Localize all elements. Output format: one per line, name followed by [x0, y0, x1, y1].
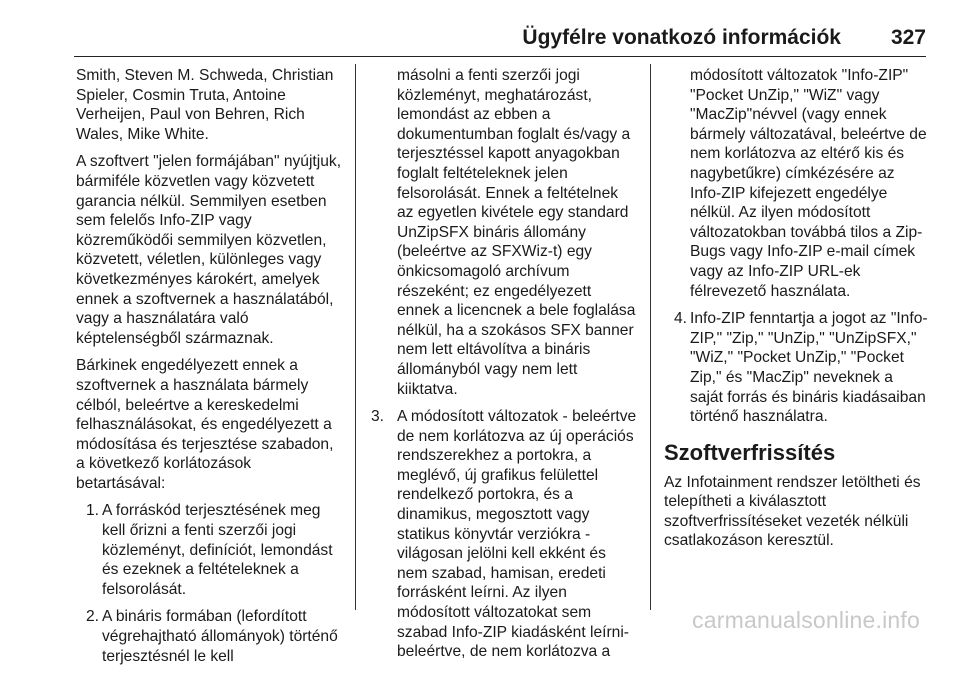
paragraph: A szoftvert "jelen formájában" nyújtjuk, bármiféle közvetlen vagy közvetett garancia nélkül. Semmilyen esetben sem felelős Info-ZIP vagy közreműködői semmilyen közvetlen, közvetett, véletlen, különleges vagy következményes károkért, amelyek ennek a szoftvernek a használatából, vagy a használatára való képtelenségből származnak.	[76, 153, 342, 347]
page-title: Ügyfélre vonatkozó információk	[522, 26, 841, 49]
watermark: carmanualsonline.info	[692, 607, 920, 633]
list-item-text: A módosított változatok - beleértve de nem korlátozva az új operációs rendszerekhez a portokra, a meglévő, új grafikus felülettel rendelkező portokra, és a dinamikus, megosztott vagy statikus könyvtár verziókra - világosan jelölni kell ekként és nem szabad, hamisan, eredeti forrásként leírni. Az ilyen módosított változatokat sem szabad Info-ZIP kiadásként leírni- beleértve, de nem korlátozva a	[397, 408, 637, 661]
paragraph: Az Infotainment rendszer letöltheti és telepítheti a kiválasztott szoftverfrissítéseket vezeték nélküli csatlakozáson keresztül.	[664, 473, 921, 550]
column-divider	[650, 64, 651, 610]
column-middle	[371, 66, 637, 670]
page-number: 327	[890, 26, 926, 49]
paragraph: Bárkinek engedélyezett ennek a szoftvernek a használata bármely célból, beleértve a kereskedelmi felhasználásokat, és engedélyezett a módosítása és terjesztése szabadon, a következő korlátozások betartásával:	[76, 357, 334, 492]
column-divider	[355, 64, 356, 610]
list-item	[664, 309, 930, 427]
list-number: 2.	[86, 608, 100, 626]
section-heading: Szoftverfrissítés	[664, 439, 836, 465]
list-item-text: Info-ZIP fenntartja a jogot az "Info-ZIP," "Zip," "UnZip," "UnZipSFX," "WiZ," "Pocket UnZip," "Pocket Zip," és "MacZip" neveknek a saját forrás és bináris kiadásaiban történő használatra.	[690, 310, 928, 426]
column-left	[76, 66, 342, 674]
paragraph: módosított változatok "Info-ZIP" "Pocket UnZip," "WiZ" vagy "MacZip"névvel (vagy ennek bármely változatával, beleértve de nem korlátozva az eltérő kis és nagybetűkre) címkézésére az Info-ZIP kifejezett engedélye nélkül. Az ilyen módosított változatokban továbbá tilos a Zip-Bugs vagy Info-ZIP e-mail címek vagy az Info-ZIP URL-ek félrevezető használata.	[690, 67, 927, 300]
list-number: 3.	[371, 408, 385, 426]
paragraph: Smith, Steven M. Schweda, Christian Spieler, Cosmin Truta, Antoine Verheijen, Paul von Behren, Rich Wales, Mike White.	[76, 67, 334, 143]
page-header	[74, 8, 926, 57]
list-item	[76, 607, 342, 666]
list-item-text: A bináris formában (lefordított végrehajtható állományok) történő terjesztésnél le kell	[102, 608, 338, 665]
list-item-text: A forráskód terjesztésének meg kell őrizni a fenti szerzői jogi közleményt, definíciót, lemondást és ezeknek a feltételeknek a felsorolását.	[102, 502, 333, 598]
list-item	[371, 407, 637, 662]
list-item	[76, 501, 342, 599]
paragraph: másolni a fenti szerzői jogi közleményt, meghatározást, lemondást az ebben a dokumentumban foglalt és/vagy a terjesztéssel kapott anyagokban foglalt feltételeknek jelen felsorolását. Ennek a feltételnek az egyetlen kivétele egy standard UnZipSFX bináris állomány (beleértve az SFXWiz-t) egy önkicsomagoló archívum részeként; ez engedélyezett ennek a licencnek a bele foglalása nélkül, ha a szokásos SFX banner nem lett eltávolítva a bináris állományból vagy nem lett kiiktatva.	[397, 67, 636, 398]
list-number: 4.	[674, 310, 688, 328]
list-number: 1.	[86, 502, 100, 520]
column-right	[664, 66, 930, 559]
